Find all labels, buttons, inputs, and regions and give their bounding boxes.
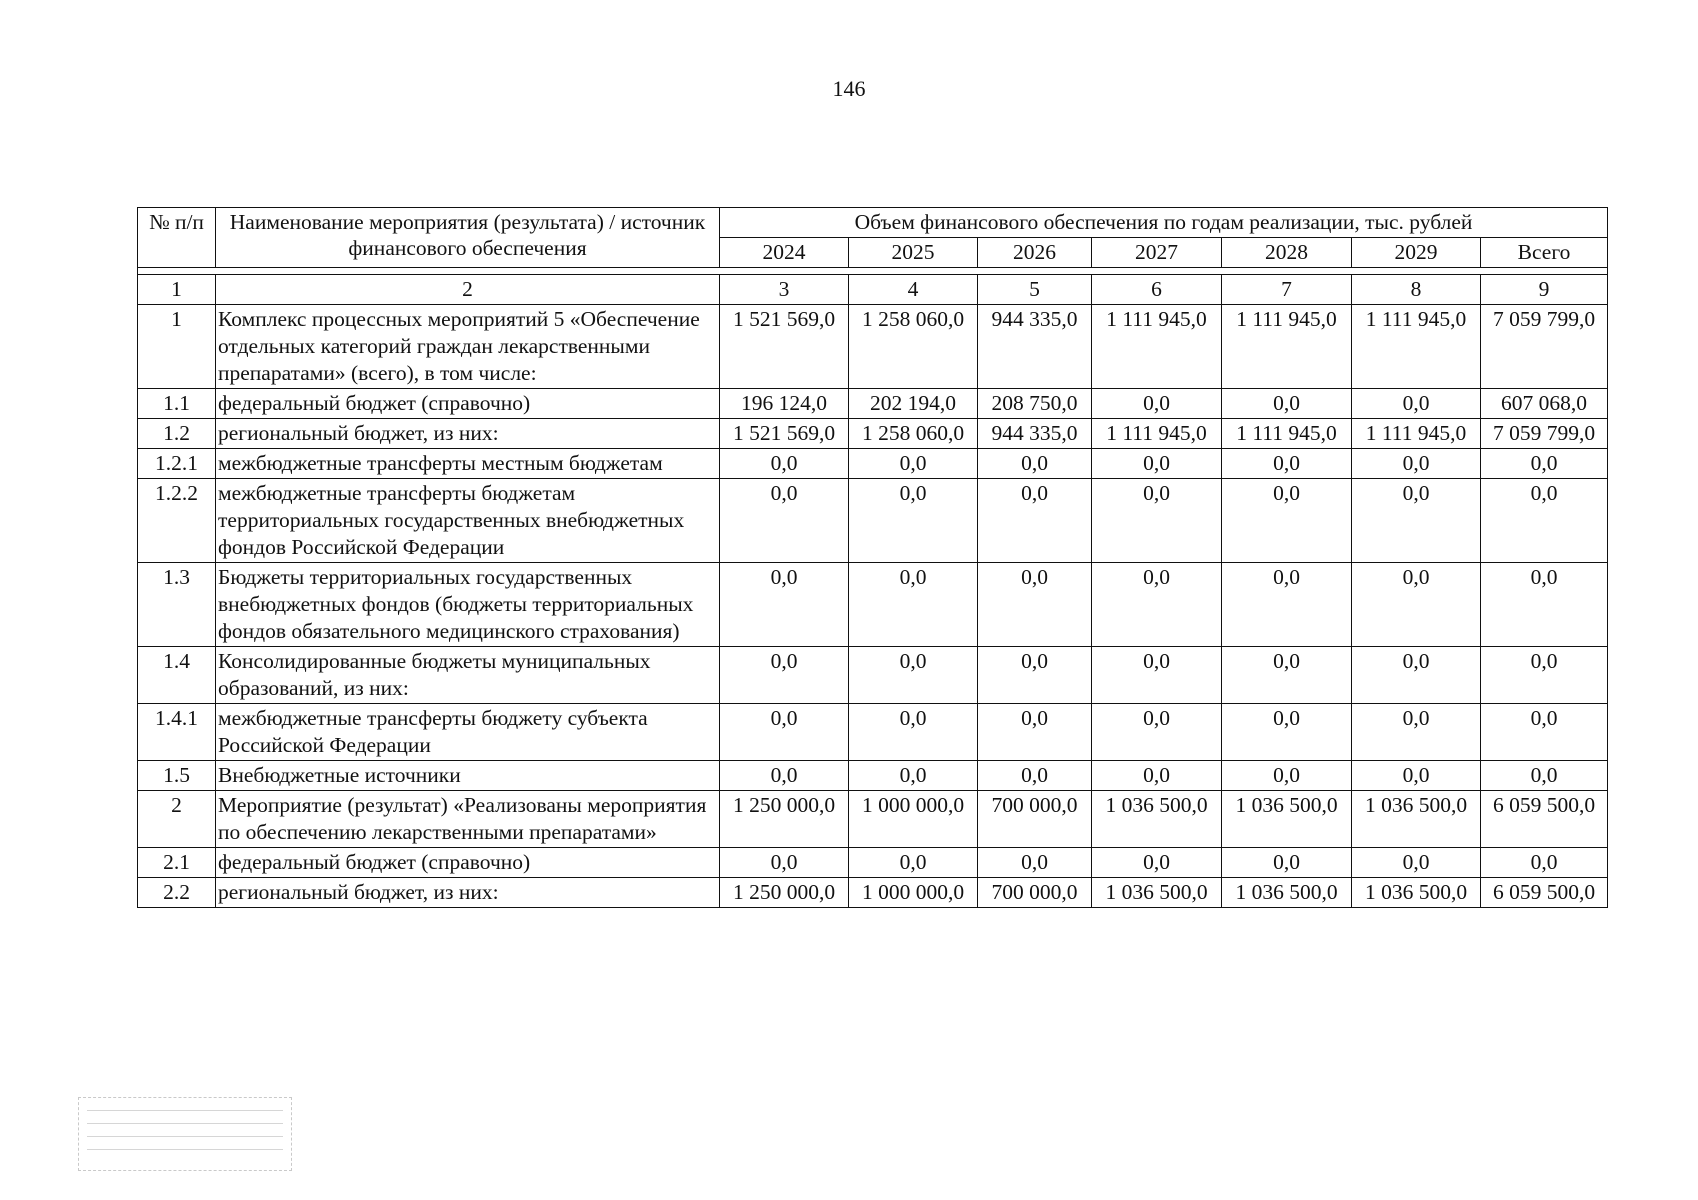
column-number: 8	[1352, 275, 1481, 305]
row-number: 2.1	[138, 848, 216, 878]
row-year-value: 0,0	[1222, 563, 1352, 647]
approval-stamp	[78, 1097, 292, 1171]
row-number: 1.2	[138, 419, 216, 449]
row-year-value: 1 111 945,0	[1352, 419, 1481, 449]
row-year-value: 208 750,0	[978, 389, 1092, 419]
row-year-value: 944 335,0	[978, 419, 1092, 449]
row-year-value: 0,0	[1352, 848, 1481, 878]
header-gap	[138, 268, 1608, 275]
row-total-value: 0,0	[1481, 449, 1608, 479]
row-year-value: 0,0	[978, 479, 1092, 563]
table-row	[138, 449, 1608, 479]
row-name: Внебюджетные источники	[216, 761, 720, 791]
row-year-value: 0,0	[720, 848, 849, 878]
row-name: федеральный бюджет (справочно)	[216, 848, 720, 878]
row-year-value: 0,0	[978, 704, 1092, 761]
row-year-value: 0,0	[849, 449, 978, 479]
row-year-value: 0,0	[1222, 449, 1352, 479]
row-name: Мероприятие (результат) «Реализованы мероприятия по обеспечению лекарственными препаратами»	[216, 791, 720, 848]
row-name: региональный бюджет, из них:	[216, 878, 720, 908]
row-year-value: 0,0	[1092, 704, 1222, 761]
row-year-value: 700 000,0	[978, 878, 1092, 908]
row-year-value: 1 036 500,0	[1092, 878, 1222, 908]
row-name: межбюджетные трансферты бюджету субъекта Российской Федерации	[216, 704, 720, 761]
row-number: 1	[138, 305, 216, 389]
row-total-value: 7 059 799,0	[1481, 305, 1608, 389]
row-year-value: 1 036 500,0	[1222, 878, 1352, 908]
table-row	[138, 878, 1608, 908]
row-year-value: 0,0	[1222, 389, 1352, 419]
row-year-value: 0,0	[978, 449, 1092, 479]
row-year-value: 1 258 060,0	[849, 419, 978, 449]
row-year-value: 0,0	[1092, 563, 1222, 647]
column-number: 6	[1092, 275, 1222, 305]
row-year-value: 1 036 500,0	[1352, 791, 1481, 848]
row-number: 1.2.2	[138, 479, 216, 563]
row-name: Комплекс процессных мероприятий 5 «Обеспечение отдельных категорий граждан лекарственными препаратами» (всего), в том числе:	[216, 305, 720, 389]
row-year-value: 0,0	[1222, 479, 1352, 563]
row-number: 2.2	[138, 878, 216, 908]
row-year-value: 0,0	[1352, 389, 1481, 419]
row-year-value: 0,0	[978, 761, 1092, 791]
table-row	[138, 419, 1608, 449]
row-year-value: 0,0	[1352, 647, 1481, 704]
table-row	[138, 389, 1608, 419]
row-year-value: 0,0	[1092, 647, 1222, 704]
row-year-value: 700 000,0	[978, 791, 1092, 848]
row-year-value: 1 521 569,0	[720, 305, 849, 389]
table-row	[138, 704, 1608, 761]
row-year-value: 1 521 569,0	[720, 419, 849, 449]
row-year-value: 0,0	[849, 563, 978, 647]
row-year-value: 0,0	[849, 704, 978, 761]
row-year-value: 0,0	[1222, 704, 1352, 761]
row-year-value: 944 335,0	[978, 305, 1092, 389]
column-number: 4	[849, 275, 978, 305]
header-year: 2025	[849, 238, 978, 268]
row-year-value: 0,0	[720, 563, 849, 647]
row-year-value: 1 000 000,0	[849, 791, 978, 848]
row-year-value: 0,0	[1092, 848, 1222, 878]
row-year-value: 0,0	[849, 479, 978, 563]
row-year-value: 0,0	[720, 479, 849, 563]
row-year-value: 0,0	[978, 563, 1092, 647]
row-year-value: 1 111 945,0	[1222, 419, 1352, 449]
row-number: 2	[138, 791, 216, 848]
row-year-value: 1 000 000,0	[849, 878, 978, 908]
row-year-value: 1 111 945,0	[1222, 305, 1352, 389]
row-total-value: 0,0	[1481, 647, 1608, 704]
row-year-value: 0,0	[720, 449, 849, 479]
column-number: 7	[1222, 275, 1352, 305]
row-year-value: 0,0	[978, 647, 1092, 704]
row-year-value: 0,0	[720, 647, 849, 704]
row-name: Бюджеты территориальных государственных внебюджетных фондов (бюджеты территориальных фондов обязательного медицинского страхования)	[216, 563, 720, 647]
row-number: 1.5	[138, 761, 216, 791]
row-year-value: 0,0	[1352, 563, 1481, 647]
row-year-value: 1 111 945,0	[1352, 305, 1481, 389]
header-col-no: № п/п	[138, 208, 216, 268]
header-year: 2027	[1092, 238, 1222, 268]
row-number: 1.2.1	[138, 449, 216, 479]
header-col-group: Объем финансового обеспечения по годам реализации, тыс. рублей	[720, 208, 1608, 238]
row-total-value: 0,0	[1481, 704, 1608, 761]
row-number: 1.3	[138, 563, 216, 647]
row-total-value: 7 059 799,0	[1481, 419, 1608, 449]
row-total-value: 0,0	[1481, 563, 1608, 647]
row-name: Консолидированные бюджеты муниципальных образований, из них:	[216, 647, 720, 704]
header-total: Всего	[1481, 238, 1608, 268]
column-number: 2	[216, 275, 720, 305]
row-total-value: 6 059 500,0	[1481, 878, 1608, 908]
row-year-value: 0,0	[849, 761, 978, 791]
row-name: региональный бюджет, из них:	[216, 419, 720, 449]
column-number: 3	[720, 275, 849, 305]
financing-table	[137, 207, 1608, 908]
row-name: межбюджетные трансферты местным бюджетам	[216, 449, 720, 479]
table-row	[138, 305, 1608, 389]
row-year-value: 1 250 000,0	[720, 791, 849, 848]
row-number: 1.1	[138, 389, 216, 419]
column-number: 5	[978, 275, 1092, 305]
row-year-value: 1 111 945,0	[1092, 419, 1222, 449]
header-row-1	[138, 208, 1608, 238]
header-year: 2026	[978, 238, 1092, 268]
row-total-value: 0,0	[1481, 479, 1608, 563]
row-total-value: 0,0	[1481, 761, 1608, 791]
row-year-value: 196 124,0	[720, 389, 849, 419]
row-number: 1.4	[138, 647, 216, 704]
row-year-value: 1 036 500,0	[1352, 878, 1481, 908]
table-body	[138, 305, 1608, 908]
table-row	[138, 479, 1608, 563]
header-year: 2029	[1352, 238, 1481, 268]
row-total-value: 0,0	[1481, 848, 1608, 878]
table-row	[138, 647, 1608, 704]
table-row	[138, 848, 1608, 878]
row-year-value: 0,0	[1352, 704, 1481, 761]
table-row	[138, 791, 1608, 848]
row-year-value: 0,0	[720, 704, 849, 761]
row-year-value: 0,0	[1222, 848, 1352, 878]
row-year-value: 0,0	[1092, 479, 1222, 563]
row-year-value: 1 036 500,0	[1092, 791, 1222, 848]
column-number: 9	[1481, 275, 1608, 305]
row-number: 1.4.1	[138, 704, 216, 761]
row-year-value: 0,0	[849, 647, 978, 704]
row-year-value: 0,0	[1092, 449, 1222, 479]
page-number: 146	[832, 76, 866, 101]
row-year-value: 0,0	[849, 848, 978, 878]
row-year-value: 0,0	[1222, 761, 1352, 791]
column-numbers-row	[138, 275, 1608, 305]
row-total-value: 6 059 500,0	[1481, 791, 1608, 848]
column-number: 1	[138, 275, 216, 305]
header-col-name: Наименование мероприятия (результата) / источник финансового обеспечения	[216, 208, 720, 268]
row-year-value: 0,0	[1352, 479, 1481, 563]
header-year: 2028	[1222, 238, 1352, 268]
row-year-value: 0,0	[1092, 389, 1222, 419]
row-name: федеральный бюджет (справочно)	[216, 389, 720, 419]
row-year-value: 202 194,0	[849, 389, 978, 419]
row-year-value: 1 036 500,0	[1222, 791, 1352, 848]
table-row	[138, 563, 1608, 647]
row-year-value: 1 111 945,0	[1092, 305, 1222, 389]
row-year-value: 1 250 000,0	[720, 878, 849, 908]
row-year-value: 0,0	[1222, 647, 1352, 704]
row-year-value: 0,0	[1352, 761, 1481, 791]
row-total-value: 607 068,0	[1481, 389, 1608, 419]
header-year: 2024	[720, 238, 849, 268]
row-year-value: 0,0	[978, 848, 1092, 878]
row-year-value: 0,0	[1352, 449, 1481, 479]
row-year-value: 0,0	[1092, 761, 1222, 791]
row-year-value: 1 258 060,0	[849, 305, 978, 389]
row-year-value: 0,0	[720, 761, 849, 791]
row-name: межбюджетные трансферты бюджетам территориальных государственных внебюджетных фондов Российской Федерации	[216, 479, 720, 563]
table-row	[138, 761, 1608, 791]
